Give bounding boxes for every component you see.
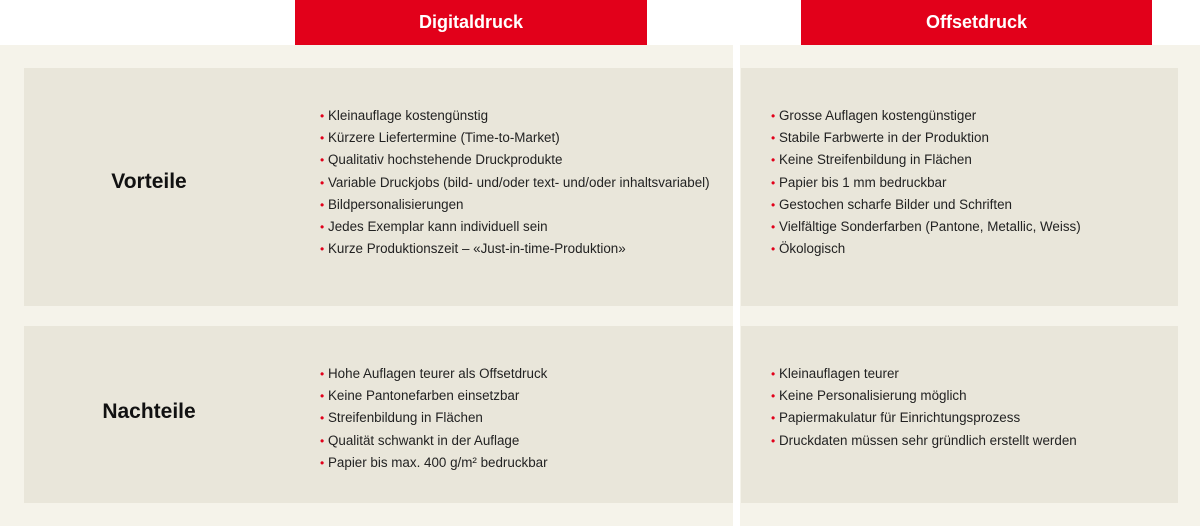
column-divider — [733, 45, 740, 526]
list-item — [320, 385, 548, 407]
bullet-dot-icon: • — [771, 175, 776, 190]
bullet-dot-icon: • — [771, 411, 776, 426]
bullet-dot-icon: • — [771, 367, 776, 381]
list-item-text: Papier bis 1 mm bedruckbar — [779, 174, 947, 190]
list-nachteile-digital — [320, 363, 548, 474]
row-label-vorteile: Vorteile — [111, 170, 187, 193]
list-item — [771, 216, 1081, 238]
list-item — [320, 452, 548, 474]
bullet-dot-icon: • — [320, 455, 325, 470]
list-item-text: Keine Personalisierung möglich — [779, 388, 967, 404]
list-item-text: Hohe Auflagen teurer als Offsetdruck — [328, 366, 548, 381]
list-item — [320, 363, 548, 385]
list-item-text: Streifenbildung in Flächen — [328, 410, 483, 426]
bullet-dot-icon: • — [771, 389, 776, 404]
list-item-text: Qualitativ hochstehende Druckprodukte — [328, 152, 563, 168]
list-item — [320, 105, 710, 127]
list-item — [771, 407, 1077, 429]
bullet-dot-icon: • — [320, 433, 325, 448]
list-item — [771, 194, 1081, 216]
list-item — [771, 238, 1081, 260]
bullet-dot-icon: • — [771, 197, 776, 212]
list-item — [771, 385, 1077, 407]
list-item-text: Vielfältige Sonderfarben (Pantone, Metallic, Weiss) — [779, 218, 1081, 234]
header-offsetdruck — [801, 0, 1152, 45]
list-item-text: Gestochen scharfe Bilder und Schriften — [779, 196, 1012, 212]
bullet-dot-icon: • — [320, 367, 325, 381]
list-item-text: Bildpersonalisierungen — [328, 196, 464, 212]
bullet-dot-icon: • — [320, 242, 325, 257]
list-item-text: Kürzere Liefertermine (Time-to-Market) — [328, 130, 560, 146]
list-item — [771, 430, 1077, 452]
bullet-dot-icon: • — [771, 131, 776, 146]
list-item-text: Keine Pantonefarben einsetzbar — [328, 388, 520, 404]
list-item-text: Grosse Auflagen kostengünstiger — [779, 108, 977, 123]
list-item — [771, 105, 1081, 127]
list-item-text: Kleinauflage kostengünstig — [328, 108, 489, 123]
bullet-dot-icon: • — [320, 153, 325, 168]
list-nachteile-offset — [771, 363, 1077, 452]
bullet-dot-icon: • — [320, 109, 325, 123]
list-item-text: Keine Streifenbildung in Flächen — [779, 152, 972, 168]
list-item — [320, 238, 710, 260]
header-offsetdruck-label: Offsetdruck — [925, 12, 1028, 32]
list-item-text: Ökologisch — [779, 241, 846, 257]
list-item — [771, 172, 1081, 194]
bullet-dot-icon: • — [320, 131, 325, 146]
list-item — [320, 430, 548, 452]
list-item-text: Qualität schwankt in der Auflage — [328, 432, 520, 448]
list-vorteile-digital — [320, 105, 710, 260]
bullet-dot-icon: • — [320, 175, 325, 190]
bullet-dot-icon: • — [320, 197, 325, 212]
bullet-dot-icon: • — [771, 109, 776, 123]
list-item — [320, 194, 710, 216]
bullet-dot-icon: • — [771, 242, 776, 257]
list-item-text: Druckdaten müssen sehr gründlich erstellt werden — [779, 432, 1077, 448]
list-item-text: Kurze Produktionszeit – «Just-in-time-Produktion» — [328, 241, 626, 257]
bullet-dot-icon: • — [771, 219, 776, 234]
bullet-dot-icon: • — [771, 433, 776, 448]
list-item — [320, 407, 548, 429]
list-item — [320, 172, 710, 194]
header-digitaldruck-label: Digitaldruck — [418, 12, 524, 32]
list-item-text: Stabile Farbwerte in der Produktion — [779, 130, 989, 146]
list-item-text: Papiermakulatur für Einrichtungsprozess — [779, 410, 1021, 426]
bullet-dot-icon: • — [320, 389, 325, 404]
list-item — [771, 127, 1081, 149]
list-item — [320, 149, 710, 171]
list-item — [320, 127, 710, 149]
list-item — [771, 363, 1077, 385]
list-item — [320, 216, 710, 238]
list-item-text: Papier bis max. 400 g/m² bedruckbar — [328, 454, 548, 470]
bullet-dot-icon: • — [320, 411, 325, 426]
row-label-nachteile: Nachteile — [102, 400, 196, 423]
list-item-text: Variable Druckjobs (bild- und/oder text- und/oder inhaltsvariabel) — [328, 174, 710, 190]
bullet-dot-icon: • — [771, 153, 776, 168]
header-digitaldruck — [295, 0, 647, 45]
list-item — [771, 149, 1081, 171]
list-vorteile-offset — [771, 105, 1081, 260]
list-item-text: Kleinauflagen teurer — [779, 366, 899, 381]
bullet-dot-icon: • — [320, 219, 325, 234]
list-item-text: Jedes Exemplar kann individuell sein — [328, 218, 548, 234]
